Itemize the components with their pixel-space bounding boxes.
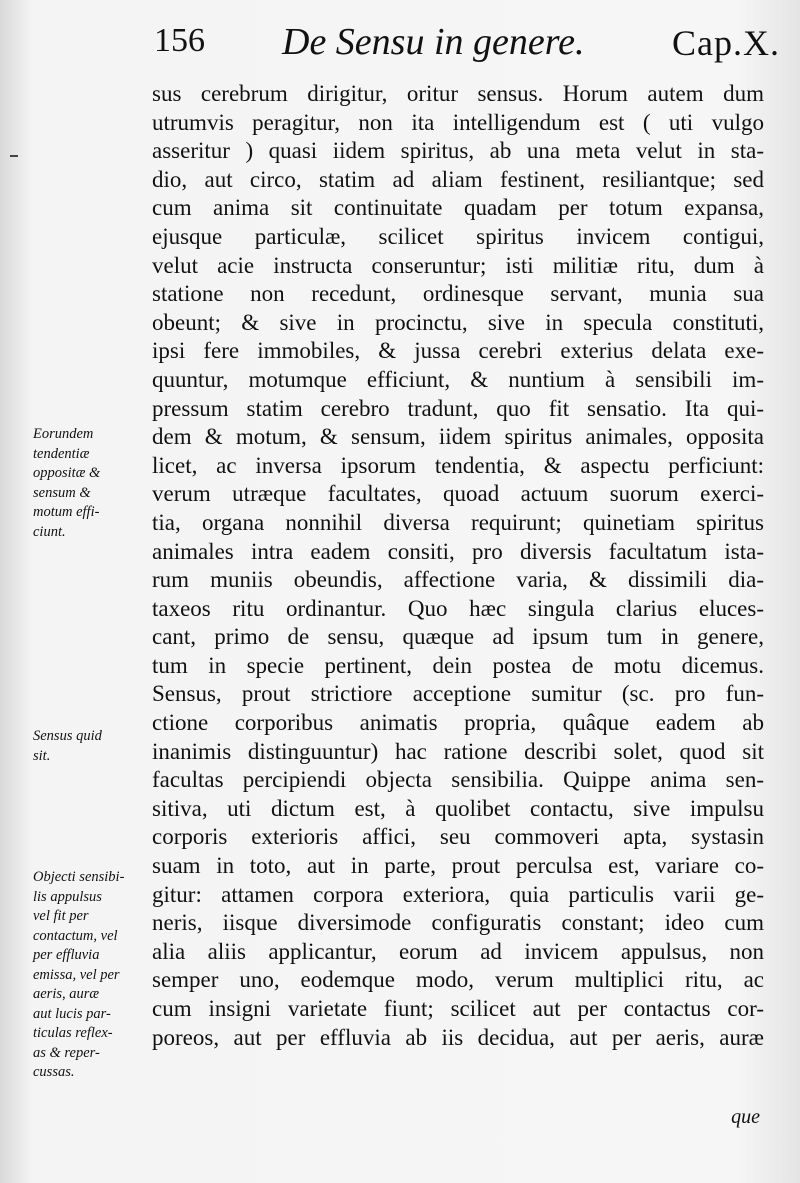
text-line: tia, organa nonnihil diversa requirunt; quinetiam spiritus — [152, 509, 764, 535]
text-line: corporis exterioris affici, seu commoveri apta, systasin — [152, 824, 764, 850]
running-title: De Sensu in genere. — [282, 21, 585, 63]
text-line: quuntur, motumque efficiunt, & nuntium à sensibili im- — [152, 366, 764, 392]
margin-note-line: Eorundem — [33, 426, 94, 442]
margin-mark — [10, 155, 18, 157]
margin-note-line: lis appulsus — [33, 888, 102, 905]
text-line: sus cerebrum dirigitur, oritur sensus. Horum autem dum — [152, 81, 764, 106]
margin-note-line: motum effi- — [33, 504, 100, 520]
text-line: alia aliis applicantur, eorum ad invicem appulsus, non — [152, 938, 764, 964]
text-line: verum utræque facultates, quoad actuum suorum exerci- — [152, 481, 764, 507]
margin-note-line: tendentiæ — [33, 445, 90, 462]
text-line: cant, primo de sensu, quæque ad ipsum tum in genere, — [152, 624, 764, 650]
text-line: velut acie instructa conseruntur; isti militiæ ritu, dum à — [152, 252, 764, 278]
margin-note-line: emissa, vel per — [33, 966, 120, 983]
margin-note-line: Sensus quid — [33, 728, 102, 744]
margin-note-line: aeris, auræ — [33, 986, 100, 1002]
text-line: dio, aut circo, statim ad aliam festinent, resiliantque; sed — [152, 166, 764, 192]
text-line: gitur: attamen corpora exteriora, quia particulis varii ge- — [152, 881, 764, 907]
margin-note-line: as & reper- — [33, 1044, 100, 1061]
main-text — [152, 80, 764, 1052]
text-line: taxeos ritu ordinantur. Quo hæc singula clarius eluces- — [152, 595, 764, 621]
text-line: neris, iisque diversimode configuratis constant; ideo cum — [152, 910, 764, 936]
page-number: 156 — [154, 22, 205, 59]
text-line: ctione corporibus animatis propria, quâque eadem ab — [152, 710, 764, 736]
text-line: Sensus, prout strictiore acceptione sumitur (sc. pro fun- — [152, 681, 764, 707]
text-line: poreos, aut per effluvia ab iis decidua, aut per aeris, auræ — [152, 1024, 764, 1050]
text-line: ipsi fere immobiles, & jussa cerebri exterius delata exe- — [152, 338, 764, 364]
text-line: inanimis distinguuntur) hac ratione describi solet, quod sit — [152, 738, 764, 764]
text-line: asseritur ) quasi iidem spiritus, ab una meta velut in sta- — [152, 138, 764, 164]
catchword: que — [731, 1106, 760, 1128]
margin-note-line: ticulas reflex- — [33, 1025, 113, 1041]
margin-note-line: sit. — [33, 747, 51, 764]
text-line: semper uno, eodemque modo, verum multiplici ritu, ac — [152, 967, 764, 993]
text-line: statione non recedunt, ordinesque servant, munia sua — [152, 281, 764, 307]
text-line: animales intra eadem consiti, pro diversis facultatum ista- — [152, 538, 764, 564]
margin-note-line: aut lucis par- — [33, 1005, 111, 1022]
text-line: cum insigni varietate fiunt; scilicet aut per contactus cor- — [152, 996, 764, 1021]
text-line: cum anima sit continuitate quadam per totum expansa, — [152, 195, 764, 221]
margin-note-sensus-quid — [33, 727, 153, 766]
margin-note-objecti — [33, 868, 153, 1083]
text-line: obeunt; & sive in procinctu, sive in specula constituti, — [152, 309, 764, 335]
margin-note-line: cussas. — [33, 1064, 75, 1080]
margin-note-line: ciunt. — [33, 523, 66, 540]
margin-note-line: contactum, vel — [33, 927, 118, 944]
chapter-label: Cap.X. — [672, 23, 780, 63]
margin-note-line: per effluvia — [33, 947, 100, 963]
text-line: sitiva, uti dictum est, à quolibet contactu, sive impulsu — [152, 795, 764, 821]
text-line: licet, ac inversa ipsorum tendentia, & aspectu perficiunt: — [152, 452, 764, 478]
margin-note-line: vel fit per — [33, 908, 89, 924]
margin-note-line: oppositæ & — [33, 465, 101, 481]
margin-note-line: Objecti sensibi- — [33, 869, 125, 885]
page-header — [150, 18, 780, 73]
text-line: utrumvis peragitur, non ita intelligendum est ( uti vulgo — [152, 109, 764, 135]
text-line: suam in toto, aut in parte, prout perculsa est, variare co- — [152, 853, 764, 879]
text-line: tum in specie pertinent, dein postea de motu dicemus. — [152, 652, 764, 678]
text-line: pressum statim cerebro tradunt, quo fit sensatio. Ita qui- — [152, 395, 764, 421]
text-line: ejusque particulæ, scilicet spiritus invicem contigui, — [152, 223, 764, 249]
text-line: facultas percipiendi objecta sensibilia. Quippe anima sen- — [152, 767, 764, 793]
text-line: dem & motum, & sensum, iidem spiritus animales, opposita — [152, 424, 764, 450]
text-line: rum muniis obeundis, affectione varia, & dissimili dia- — [152, 567, 764, 593]
margin-note-line: sensum & — [33, 484, 91, 501]
margin-note-tendentia — [33, 425, 153, 542]
